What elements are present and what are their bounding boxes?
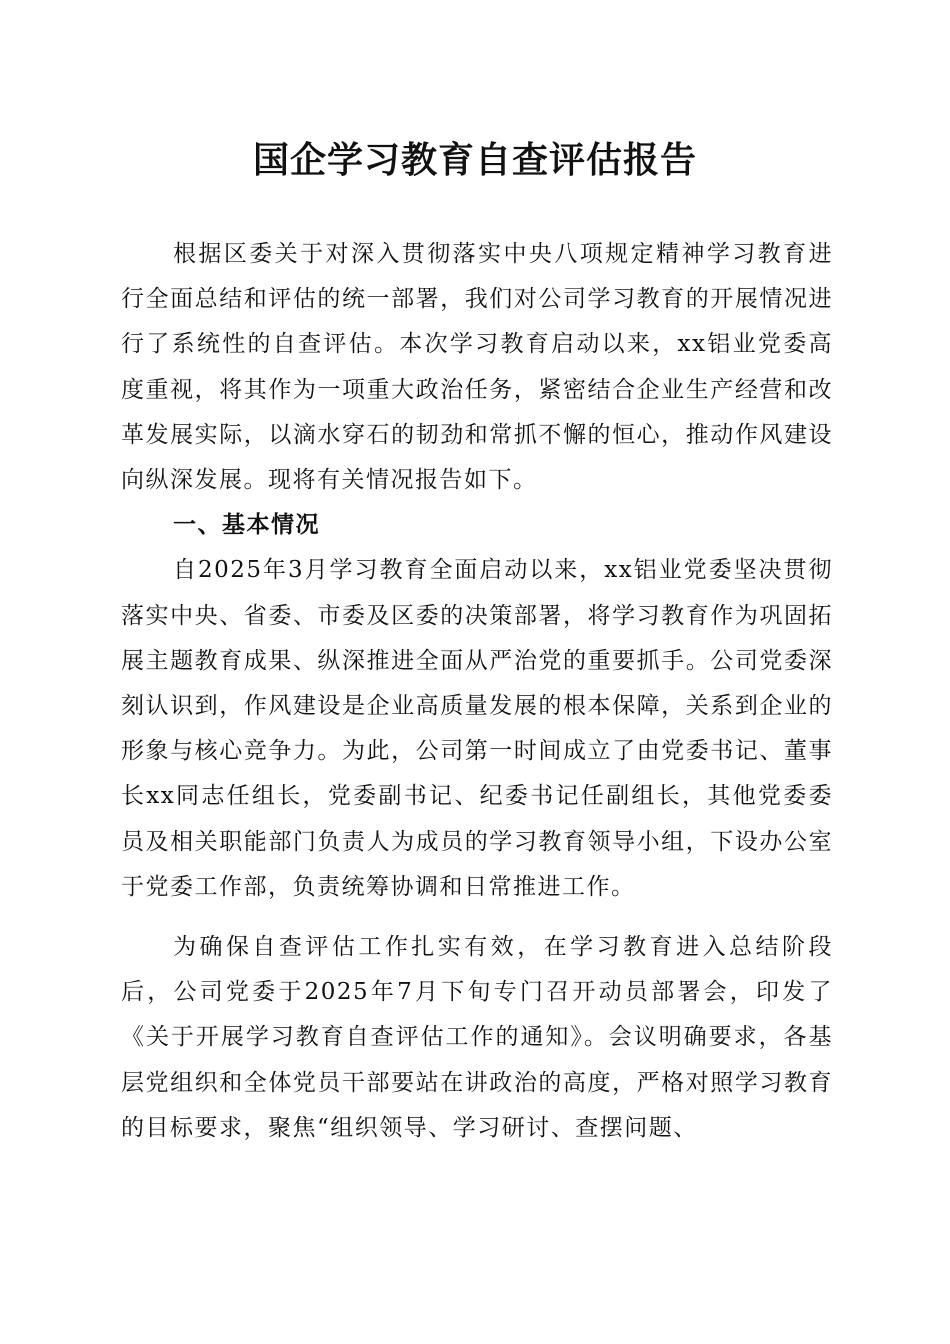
document-title: 国企学习教育自查评估报告 xyxy=(252,139,697,181)
basic-situation-paragraph: 自2025年3月学习教育全面启动以来，xx铝业党委坚决贯彻落实中央、省委、市委及区委的决策部署，将学习教育作为巩固拓展主题教育成果、纵深推进全面从严治党的重要抓手。公司党委深刻认识到，作风建设是企业高质量发展的根本保障，关系到企业的形象与核心竞争力。为此，公司第一时间成立了由党委书记、董事长xx同志任组长，党委副书记、纪委书记任副组长，其他党委委员及相关职能部门负责人为成员的学习教育领导小组，下设办公室于党委工作部，负责统筹协调和日常推进工作。 xyxy=(121,557,833,900)
document-body xyxy=(121,232,833,1151)
self-assessment-paragraph: 为确保自查评估工作扎实有效，在学习教育进入总结阶段后，公司党委于2025年7月下旬专门召开动员部署会，印发了《关于开展学习教育自查评估工作的通知》。会议明确要求，各基层党组织和全体党员干部要站在讲政治的高度，严格对照学习教育的目标要求，聚焦“组织领导、学习研讨、查摆问题、 xyxy=(121,934,833,1141)
intro-paragraph: 根据区委关于对深入贯彻落实中央八项规定精神学习教育进行全面总结和评估的统一部署，我们对公司学习教育的开展情况进行了系统性的自查评估。本次学习教育启动以来，xx铝业党委高度重视，将其作为一项重大政治任务，紧密结合企业生产经营和改革发展实际，以滴水穿石的韧劲和常抓不懈的恒心，推动作风建设向纵深发展。现将有关情况报告如下。 xyxy=(121,241,833,494)
section-heading-basic-situation: 一、基本情况 xyxy=(173,512,320,539)
